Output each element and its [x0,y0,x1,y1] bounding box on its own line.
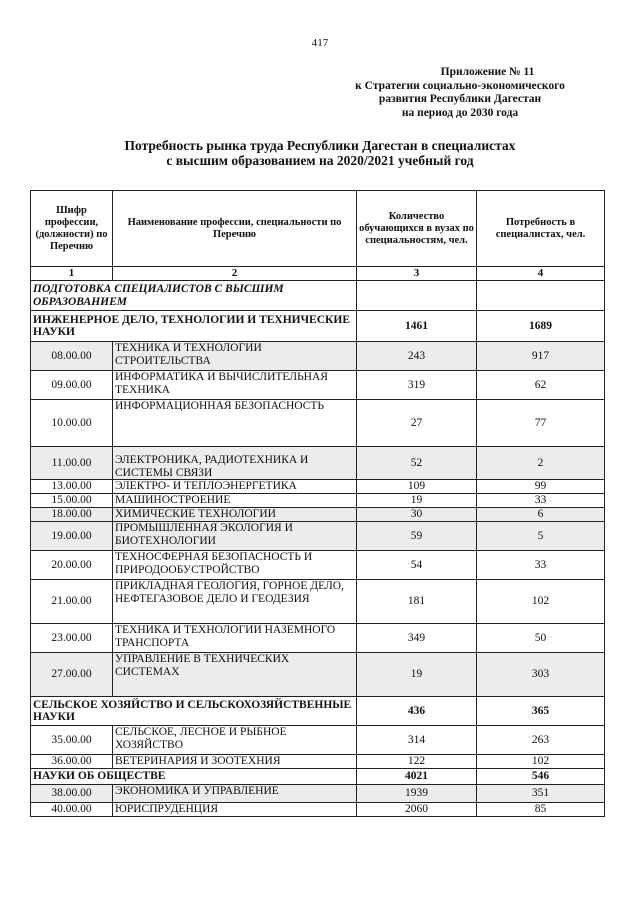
header-code: Шифр профессии, (должности) по Перечню [31,191,113,267]
row-demand: 62 [477,371,605,400]
row-demand: 102 [477,580,605,624]
row-students: 122 [357,755,477,769]
header-name: Наименование профессии, специальности по Перечню [113,191,357,267]
group-students: 1461 [357,311,477,342]
row-code: 40.00.00 [31,803,113,817]
row-code: 21.00.00 [31,580,113,624]
row-students: 52 [357,447,477,480]
title-line-1: Потребность рынка труда Республики Дагестан в специалистах [124,138,516,153]
group-students: 436 [357,697,477,726]
row-code: 27.00.00 [31,653,113,697]
row-students: 1939 [357,785,477,803]
group-students: 4021 [357,769,477,785]
section-empty-3 [357,281,477,311]
row-name: ТЕХНИКА И ТЕХНОЛОГИИ СТРОИТЕЛЬСТВА [113,342,357,371]
group-title: НАУКИ ОБ ОБЩЕСТВЕ [31,769,357,785]
row-students: 314 [357,726,477,755]
row-name: ЭЛЕКТРОНИКА, РАДИОТЕХНИКА И СИСТЕМЫ СВЯЗИ [113,447,357,480]
row-name: ХИМИЧЕСКИЕ ТЕХНОЛОГИИ [113,508,357,522]
row-demand: 102 [477,755,605,769]
colnum-1: 1 [31,267,113,281]
appendix-block [330,66,590,120]
row-name: ТЕХНОСФЕРНАЯ БЕЗОПАСНОСТЬ И ПРИРОДООБУСТРОЙСТВО [113,551,357,580]
colnum-3: 3 [357,267,477,281]
appendix-line-3: развития Республики Дагестан [378,93,542,105]
row-students: 109 [357,480,477,494]
row-students: 19 [357,494,477,508]
row-code: 08.00.00 [31,342,113,371]
section-title: ПОДГОТОВКА СПЕЦИАЛИСТОВ С ВЫСШИМ ОБРАЗОВАНИЕМ [31,281,357,311]
page-number: 417 [311,37,329,49]
row-code: 18.00.00 [31,508,113,522]
row-name: ИНФОРМАТИКА И ВЫЧИСЛИТЕЛЬНАЯ ТЕХНИКА [113,371,357,400]
row-demand: 263 [477,726,605,755]
row-code: 10.00.00 [31,400,113,447]
row-name: УПРАВЛЕНИЕ В ТЕХНИЧЕСКИХ СИСТЕМАХ [113,653,357,697]
row-name: МАШИНОСТРОЕНИЕ [113,494,357,508]
row-students: 319 [357,371,477,400]
labor-demand-table [30,190,605,817]
row-demand: 303 [477,653,605,697]
appendix-line-4: на период до 2030 года [401,106,519,119]
row-code: 20.00.00 [31,551,113,580]
row-demand: 33 [477,494,605,508]
row-code: 09.00.00 [31,371,113,400]
row-students: 27 [357,400,477,447]
row-students: 54 [357,551,477,580]
row-code: 36.00.00 [31,755,113,769]
colnum-4: 4 [477,267,605,281]
row-students: 243 [357,342,477,371]
group-demand: 1689 [477,311,605,342]
row-name: ЮРИСПРУДЕНЦИЯ [113,803,357,817]
row-name: ВЕТЕРИНАРИЯ И ЗООТЕХНИЯ [113,755,357,769]
row-students: 349 [357,624,477,653]
group-demand: 365 [477,697,605,726]
document-title [80,138,560,168]
row-demand: 351 [477,785,605,803]
row-name: ЭКОНОМИКА И УПРАВЛЕНИЕ [113,785,357,803]
row-demand: 77 [477,400,605,447]
header-students: Количество обучающихся в вузах по специальностям, чел. [357,191,477,267]
row-code: 38.00.00 [31,785,113,803]
row-code: 19.00.00 [31,522,113,551]
group-title: ИНЖЕНЕРНОЕ ДЕЛО, ТЕХНОЛОГИИ И ТЕХНИЧЕСКИЕ НАУКИ [31,311,357,342]
row-students: 181 [357,580,477,624]
appendix-line-1: Приложение № 11 [440,66,535,78]
row-name: ПРИКЛАДНАЯ ГЕОЛОГИЯ, ГОРНОЕ ДЕЛО, НЕФТЕГАЗОВОЕ ДЕЛО И ГЕОДЕЗИЯ [113,580,357,624]
row-demand: 917 [477,342,605,371]
row-students: 19 [357,653,477,697]
row-name: СЕЛЬСКОЕ, ЛЕСНОЕ И РЫБНОЕ ХОЗЯЙСТВО [113,726,357,755]
row-name: ТЕХНИКА И ТЕХНОЛОГИИ НАЗЕМНОГО ТРАНСПОРТА [113,624,357,653]
row-demand: 50 [477,624,605,653]
row-students: 59 [357,522,477,551]
row-code: 11.00.00 [31,447,113,480]
group-demand: 546 [477,769,605,785]
row-demand: 5 [477,522,605,551]
row-demand: 6 [477,508,605,522]
row-demand: 85 [477,803,605,817]
row-students: 30 [357,508,477,522]
row-code: 35.00.00 [31,726,113,755]
row-demand: 33 [477,551,605,580]
row-name: ИНФОРМАЦИОННАЯ БЕЗОПАСНОСТЬ [113,400,357,447]
row-code: 23.00.00 [31,624,113,653]
title-line-2: с высшим образованием на 2020/2021 учебный год [166,153,474,168]
row-name: ПРОМЫШЛЕННАЯ ЭКОЛОГИЯ И БИОТЕХНОЛОГИИ [113,522,357,551]
group-title: СЕЛЬСКОЕ ХОЗЯЙСТВО И СЕЛЬСКОХОЗЯЙСТВЕННЫЕ НАУКИ [31,697,357,726]
row-code: 13.00.00 [31,480,113,494]
colnum-2: 2 [113,267,357,281]
appendix-line-2: к Стратегии социально-экономического [355,79,565,92]
table-body [31,267,605,817]
section-empty-4 [477,281,605,311]
row-demand: 99 [477,480,605,494]
row-name: ЭЛЕКТРО- И ТЕПЛОЭНЕРГЕТИКА [113,480,357,494]
row-students: 2060 [357,803,477,817]
row-demand: 2 [477,447,605,480]
row-code: 15.00.00 [31,494,113,508]
header-demand: Потребность в специалистах, чел. [477,191,605,267]
